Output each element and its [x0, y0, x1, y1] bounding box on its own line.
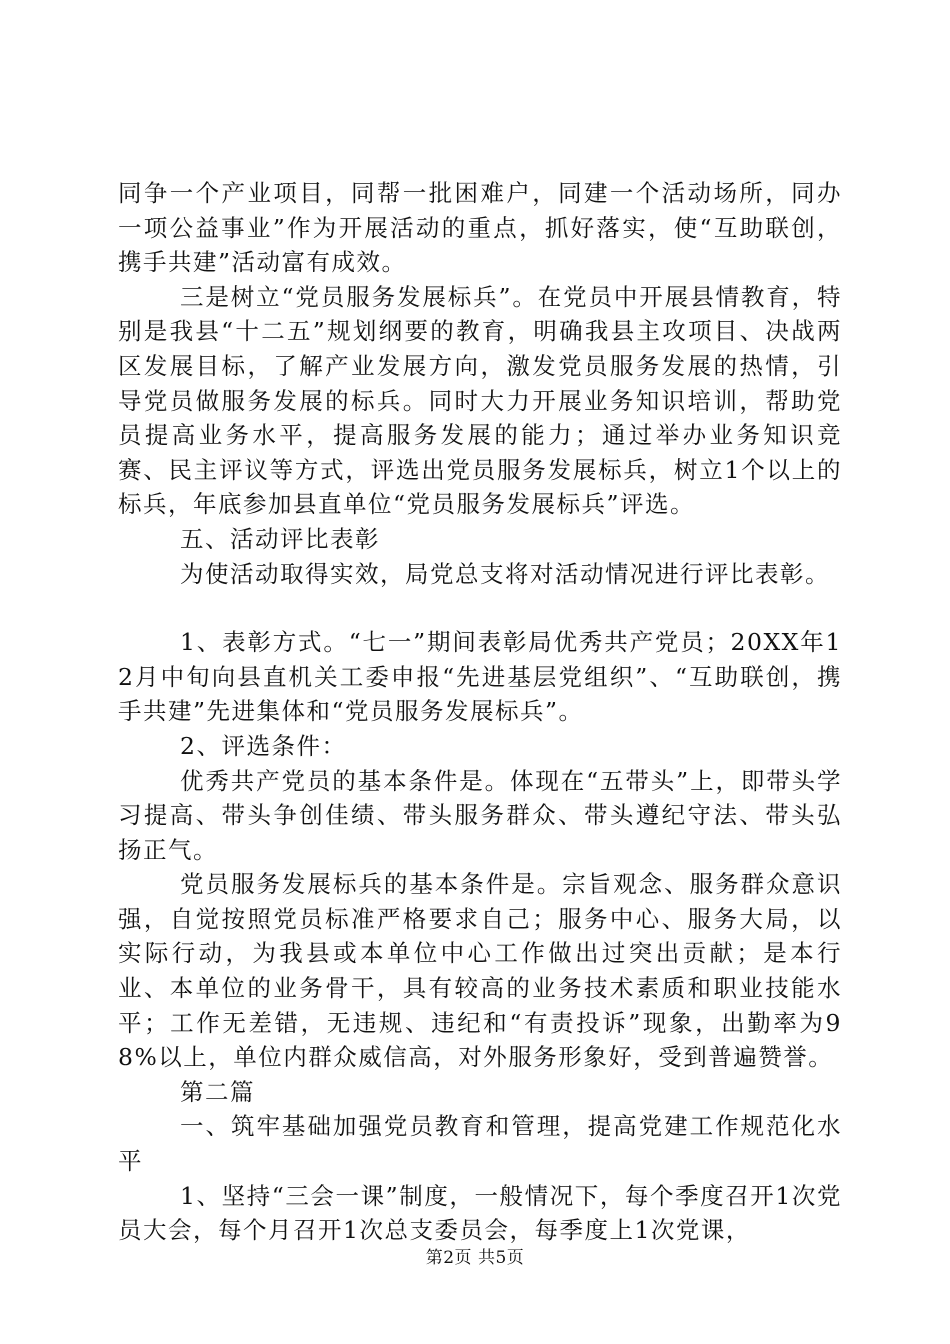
- paragraph-third-point: 三是树立“党员服务发展标兵”。在党员中开展县情教育，特别是我县“十二五”规划纲要的教育，明确我县主攻项目、决战两区发展目标，了解产业发展方向，激发党员服务发展的热情，引导党员做服务发展的标兵。同时大力开展业务知识培训，帮助党员提高业务水平，提高服务发展的能力；通过举办业务知识竞赛、民主评议等方式，评选出党员服务发展标兵，树立1个以上的标兵，年底参加县直单位“党员服务发展标兵”评选。: [118, 282, 842, 519]
- paragraph-selection-criteria-heading: 2、评选条件：: [180, 731, 347, 760]
- document-body: [118, 176, 842, 1248]
- paragraph-outstanding-member-criteria: 优秀共产党员的基本条件是。体现在“五带头”上，即带头学习提高、带头争创佳绩、带头服务群众、带头遵纪守法、带头弘扬正气。: [118, 766, 842, 864]
- section-heading-part-two: 第二篇: [180, 1077, 255, 1106]
- paragraph-three-meetings: 1、坚持“三会一课”制度，一般情况下，每个季度召开1次党员大会，每个月召开1次总支委员会，每季度上1次党课，: [118, 1181, 842, 1245]
- section-heading-evaluation: 五、活动评比表彰: [180, 524, 380, 553]
- section-heading-foundation: 一、筑牢基础加强党员教育和管理，提高党建工作规范化水平: [118, 1112, 842, 1176]
- paragraph-service-model-criteria: 党员服务发展标兵的基本条件是。宗旨观念、服务群众意识强，自觉按照党员标准严格要求自己；服务中心、服务大局，以实际行动，为我县或本单位中心工作做出过突出贡献；是本行业、本单位的业务骨干，具有较高的业务技术素质和职业技能水平；工作无差错，无违规、违纪和“有责投诉”现象，出勤率为98%以上，单位内群众威信高，对外服务形象好，受到普遍赞誉。: [118, 870, 842, 1072]
- paragraph-continuation: 同争一个产业项目，同帮一批困难户，同建一个活动场所，同办一项公益事业”作为开展活动的重点，抓好落实，使“互助联创，携手共建”活动富有成效。: [118, 179, 842, 277]
- page-number-footer: 第2页 共5页: [425, 1248, 525, 1268]
- paragraph-commendation-method: 1、表彰方式。“七一”期间表彰局优秀共产党员；20XX年12月中旬向县直机关工委申报“先进基层党组织”、“互助联创，携手共建”先进集体和“党员服务发展标兵”。: [118, 628, 842, 726]
- paragraph-evaluation-intro: 为使活动取得实效，局党总支将对活动情况进行评比表彰。: [180, 559, 830, 588]
